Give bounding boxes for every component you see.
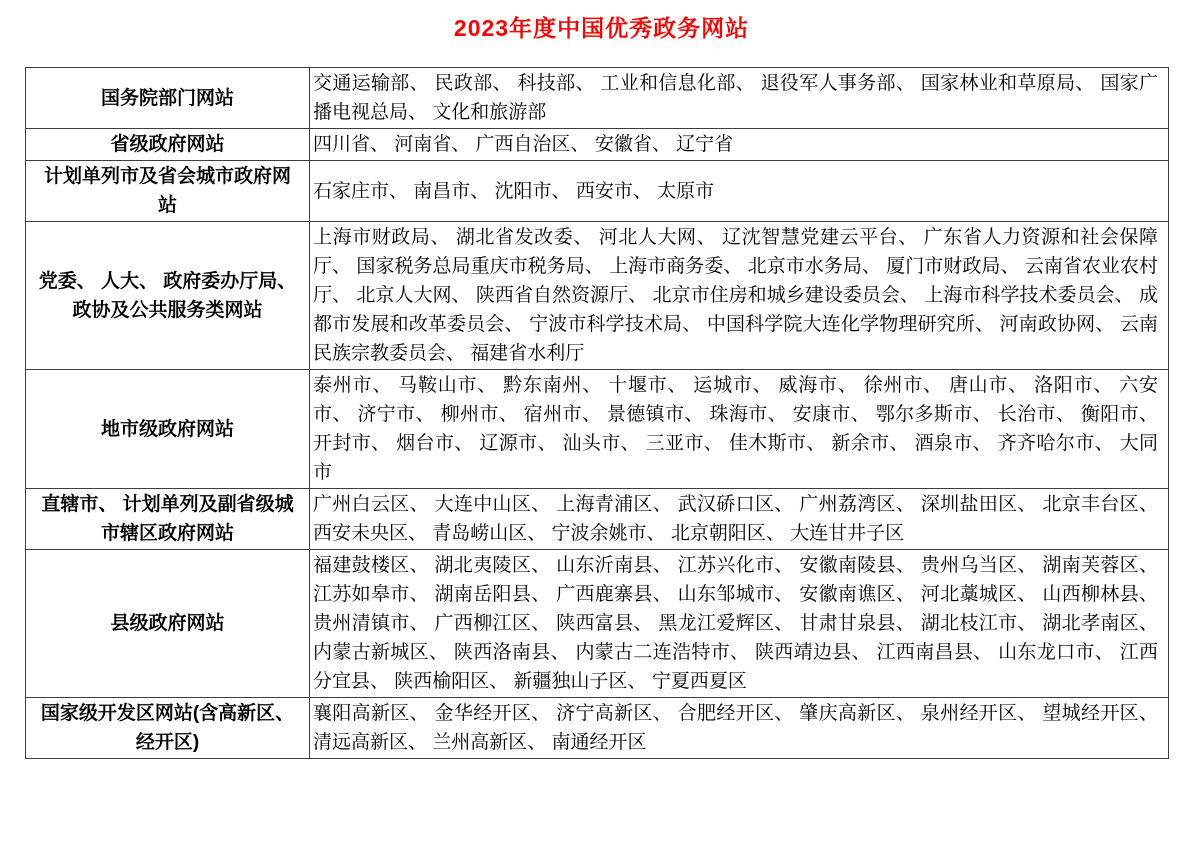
- sites-cell: 福建鼓楼区、 湖北夷陵区、 山东沂南县、 江苏兴化市、 安徽南陵县、 贵州乌当区、 湖南芙蓉区、 江苏如皋市、 湖南岳阳县、 广西鹿寨县、 山东邹城市、 安徽南谯区、 河北藁城区、 山西柳林县、 贵州清镇市、 广西柳江区、 陕西富县、 黑龙江爱辉区、 甘肃甘泉县、 湖北枝江市、 湖北孝南区、 内蒙古新城区、 陕西洛南县、 内蒙古二连浩特市、 陕西靖边县、 江西南昌县、 山东龙口市、 江西分宜县、 陕西榆阳区、 新疆独山子区、 宁夏西夏区: [310, 550, 1169, 698]
- award-table: [25, 67, 1169, 759]
- table-row: [26, 129, 1169, 161]
- sites-cell: 广州白云区、 大连中山区、 上海青浦区、 武汉硚口区、 广州荔湾区、 深圳盐田区、 北京丰台区、 西安未央区、 青岛崂山区、 宁波余姚市、 北京朝阳区、 大连甘井子区: [310, 489, 1169, 550]
- category-cell: 计划单列市及省会城市政府网站: [26, 161, 310, 222]
- table-row: [26, 68, 1169, 129]
- page-title: 2023年度中国优秀政务网站: [453, 15, 750, 41]
- sites-cell: 上海市财政局、 湖北省发改委、 河北人大网、 辽沈智慧党建云平台、 广东省人力资源和社会保障厅、 国家税务总局重庆市税务局、 上海市商务委、 北京市水务局、 厦门市财政局、 云南省农业农村厅、 北京人大网、 陕西省自然资源厅、 北京市住房和城乡建设委员会、 上海市科学技术委员会、 成都市发展和改革委员会、 宁波市科学技术局、 中国科学院大连化学物理研究所、 河南政协网、 云南民族宗教委员会、 福建省水利厅: [310, 222, 1169, 370]
- sites-cell: 泰州市、 马鞍山市、 黔东南州、 十堰市、 运城市、 威海市、 徐州市、 唐山市、 洛阳市、 六安市、 济宁市、 柳州市、 宿州市、 景德镇市、 珠海市、 安康市、 鄂尔多斯市、 长治市、 衡阳市、 开封市、 烟台市、 辽源市、 汕头市、 三亚市、 佳木斯市、 新余市、 酒泉市、 齐齐哈尔市、 大同市: [310, 370, 1169, 489]
- sites-cell: 四川省、 河南省、 广西自治区、 安徽省、 辽宁省: [310, 129, 1169, 161]
- sites-cell: 襄阳高新区、 金华经开区、 济宁高新区、 合肥经开区、 肇庆高新区、 泉州经开区、 望城经开区、 清远高新区、 兰州高新区、 南通经开区: [310, 698, 1169, 759]
- category-cell: 国家级开发区网站(含高新区、 经开区): [26, 698, 310, 759]
- category-cell: 县级政府网站: [26, 550, 310, 698]
- category-cell: 党委、 人大、 政府委办厅局、 政协及公共服务类网站: [26, 222, 310, 370]
- category-cell: 国务院部门网站: [26, 68, 310, 129]
- table-row: [26, 550, 1169, 698]
- sites-cell: 交通运输部、 民政部、 科技部、 工业和信息化部、 退役军人事务部、 国家林业和草原局、 国家广播电视总局、 文化和旅游部: [310, 68, 1169, 129]
- category-cell: 直辖市、 计划单列及副省级城市辖区政府网站: [26, 489, 310, 550]
- category-cell: 省级政府网站: [26, 129, 310, 161]
- table-row: [26, 370, 1169, 489]
- table-row: [26, 222, 1169, 370]
- table-row: [26, 489, 1169, 550]
- category-cell: 地市级政府网站: [26, 370, 310, 489]
- sites-cell: 石家庄市、 南昌市、 沈阳市、 西安市、 太原市: [310, 161, 1169, 222]
- table-row: [26, 698, 1169, 759]
- table-row: [26, 161, 1169, 222]
